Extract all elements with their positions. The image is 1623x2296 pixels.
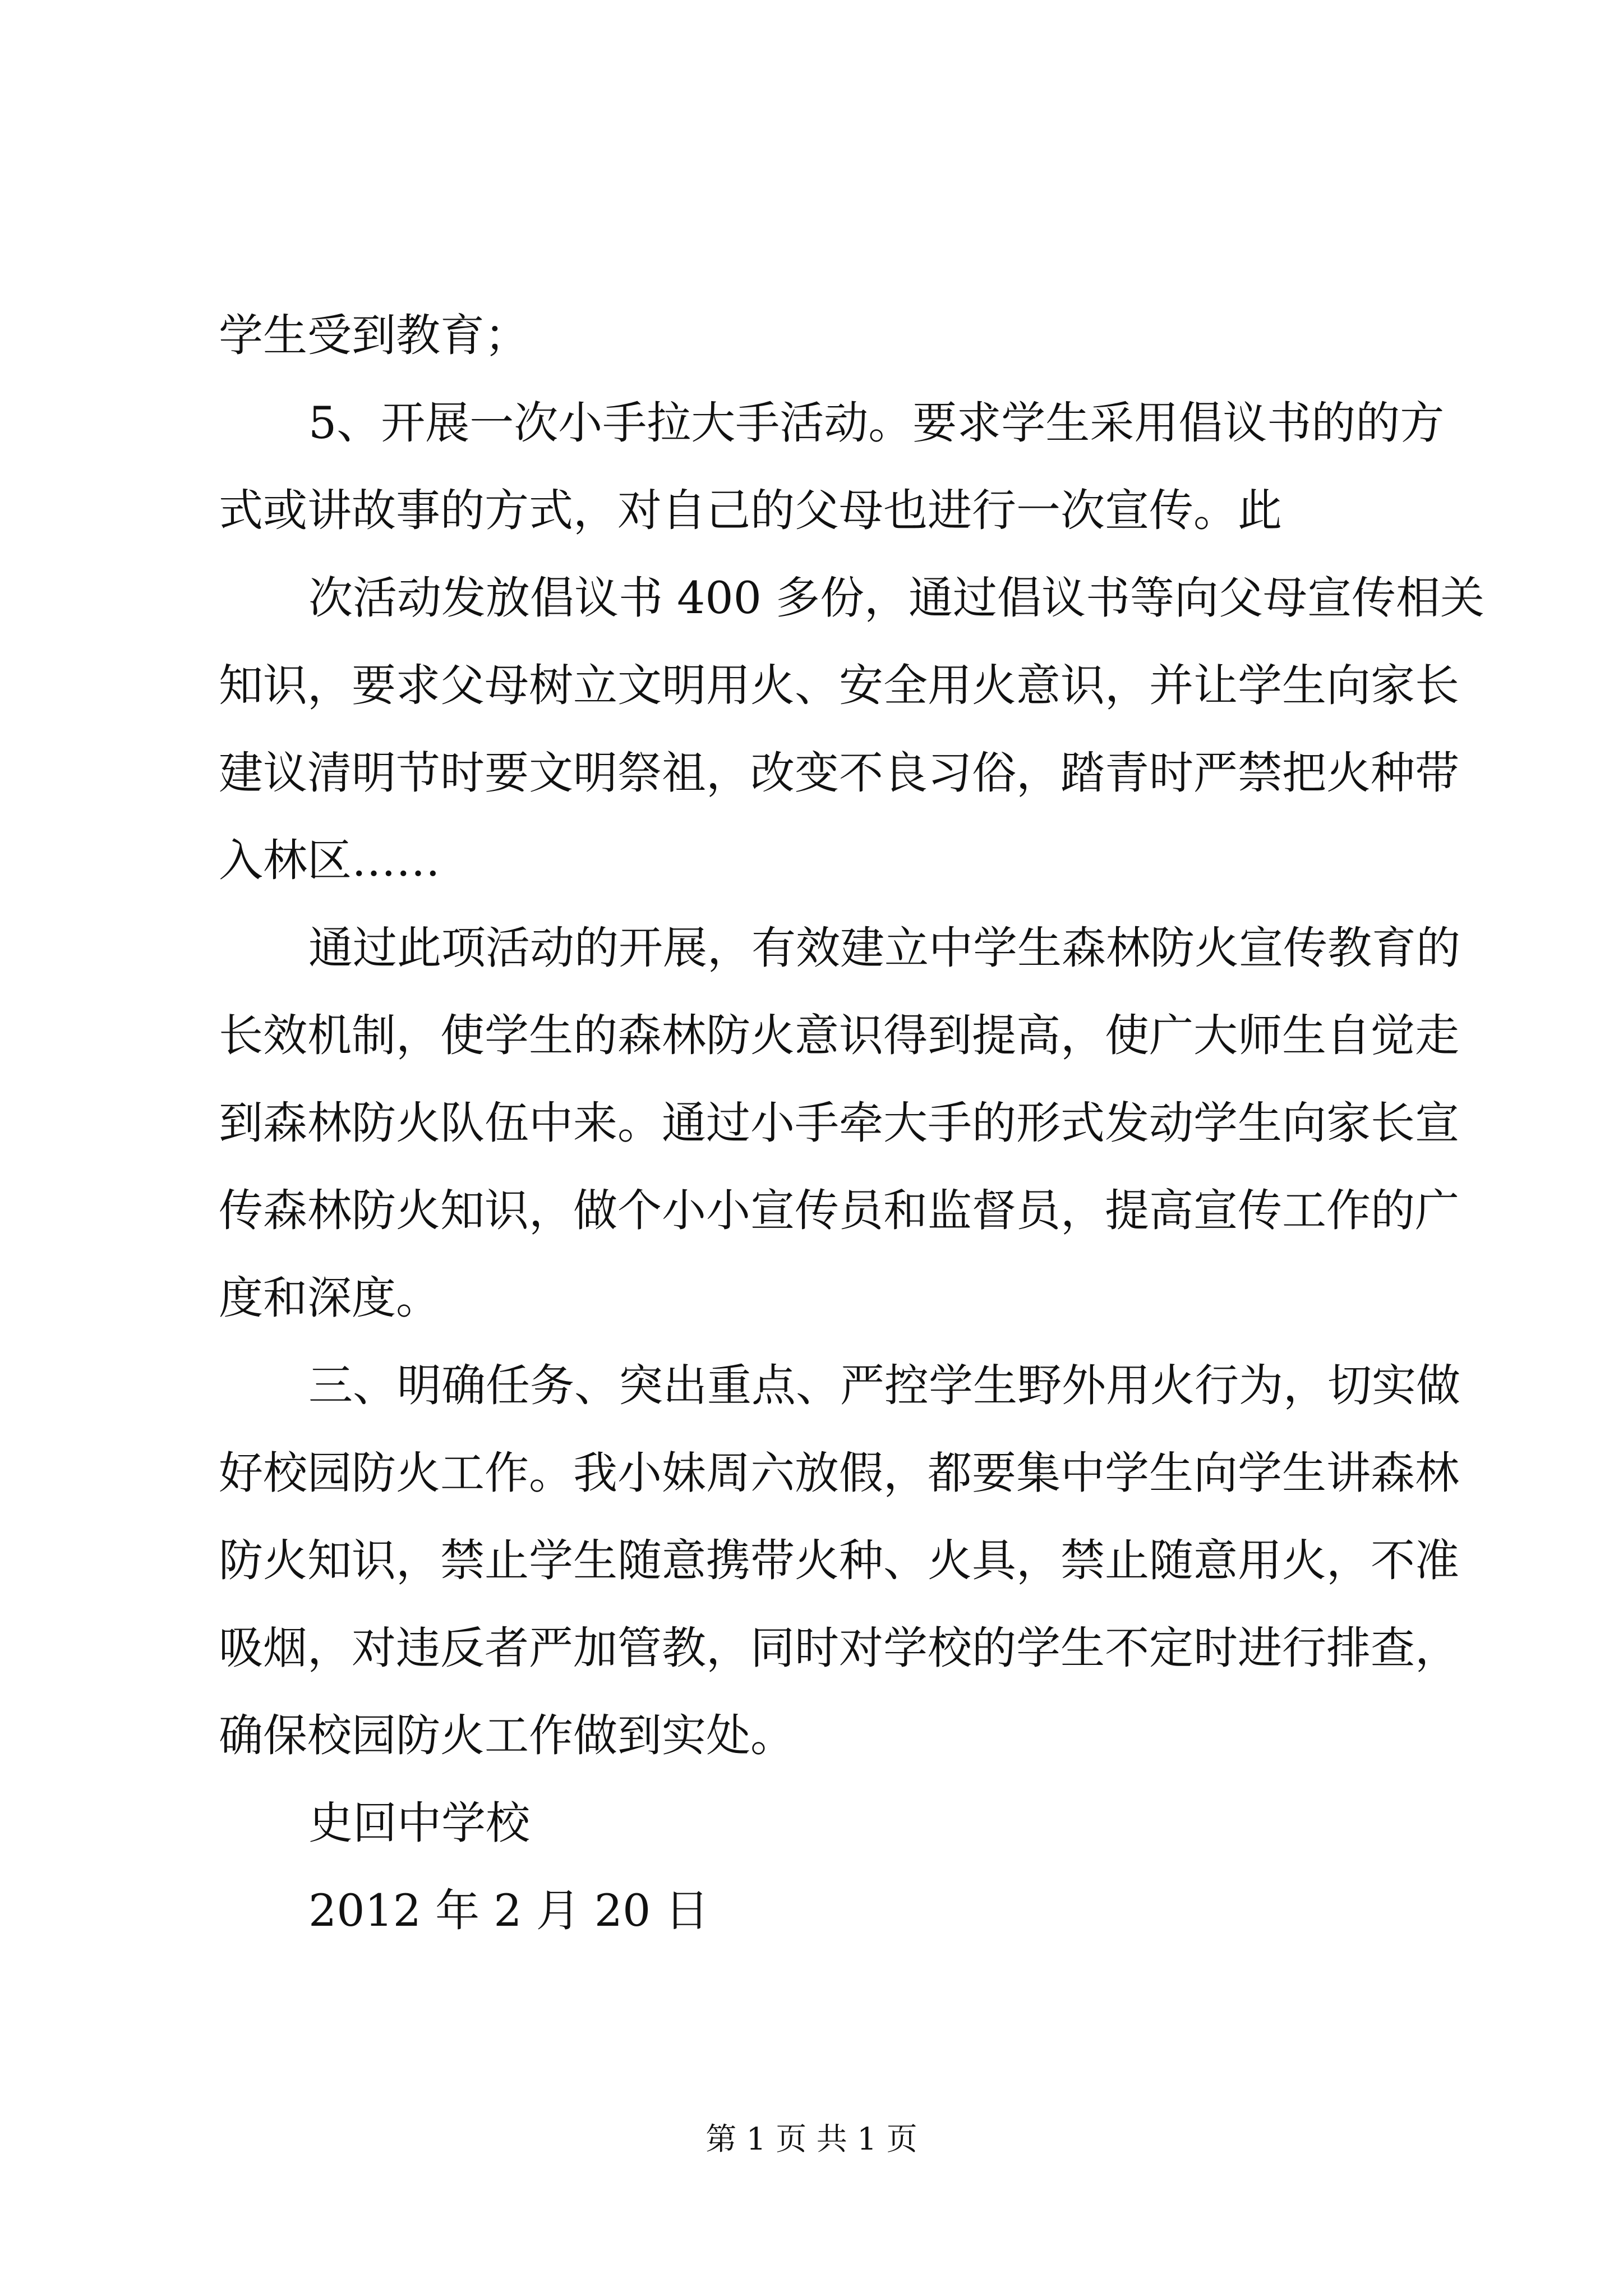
page-number-footer: 第 1 页 共 1 页 — [706, 2121, 917, 2157]
body-line: 学生受到教育； — [219, 310, 529, 361]
body-line: 建议清明节时要文明祭祖，改变不良习俗，踏青时严禁把火种带 — [219, 747, 1459, 799]
body-line: 传森林防火知识，做个小小宣传员和监督员，提高宣传工作的广 — [219, 1185, 1459, 1236]
body-line: 三、明确任务、突出重点、严控学生野外用火行为，切实做 — [308, 1360, 1460, 1411]
signature-date: 2012 年 2 月 20 日 — [308, 1885, 709, 1936]
body-line: 确保校园防火工作做到实处。 — [219, 1710, 795, 1761]
body-line: 长效机制，使学生的森林防火意识得到提高，使广大师生自觉走 — [219, 1010, 1459, 1061]
body-line: 式或讲故事的方式，对自己的父母也进行一次宣传。此 — [219, 485, 1282, 536]
signature-school: 史回中学校 — [308, 1797, 530, 1849]
body-line: 入林区…… — [219, 835, 440, 886]
body-line: 好校园防火工作。我小妹周六放假，都要集中学生向学生讲森林 — [219, 1447, 1459, 1499]
body-line: 度和深度。 — [219, 1272, 440, 1324]
document-body — [219, 292, 1485, 1954]
body-line: 知识，要求父母树立文明用火、安全用火意识，并让学生向家长 — [219, 660, 1459, 711]
body-line: 5、开展一次小手拉大手活动。要求学生采用倡议书的的方 — [308, 397, 1445, 449]
body-line: 到森林防火队伍中来。通过小手牵大手的形式发动学生向家长宣 — [219, 1097, 1459, 1149]
body-line: 次活动发放倡议书 400 多份，通过倡议书等向父母宣传相关 — [308, 572, 1485, 624]
body-line: 吸烟，对违反者严加管教，同时对学校的学生不定时进行排查， — [219, 1622, 1459, 1674]
body-line: 防火知识，禁止学生随意携带火种、火具，禁止随意用火，不准 — [219, 1535, 1459, 1586]
body-line: 通过此项活动的开展，有效建立中学生森林防火宣传教育的 — [308, 922, 1460, 974]
